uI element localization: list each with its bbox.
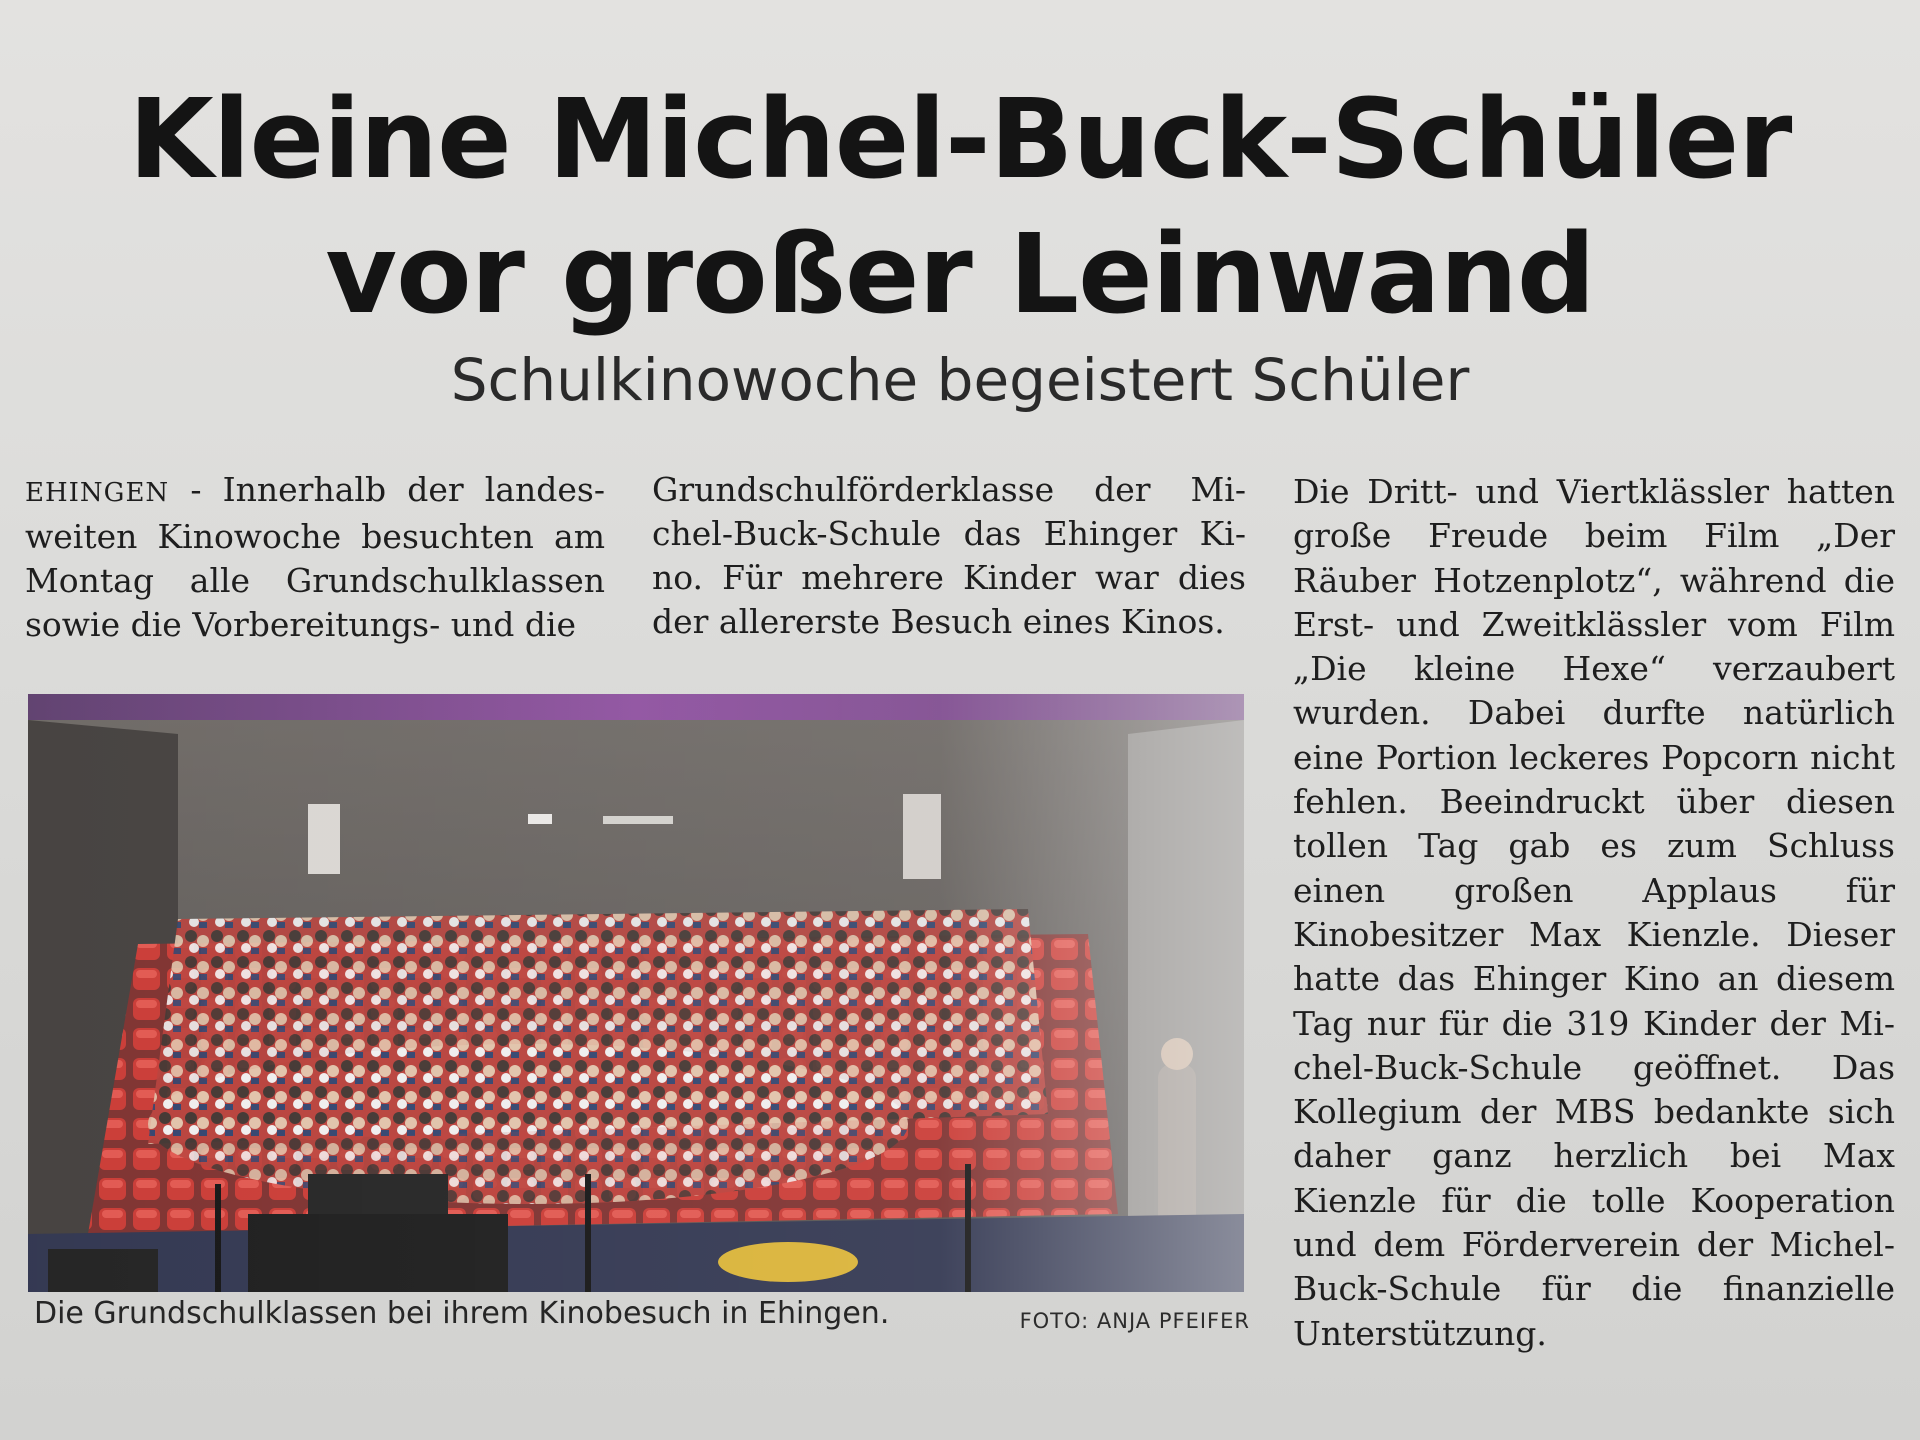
- article-column-1-text: - Innerhalb der landesweiten Kinowoche besuchten am Montag alle Grundschulklassen sowie die Vorbereitungs- und die: [25, 470, 605, 644]
- dateline: EHINGEN: [25, 478, 170, 508]
- subheadline: Schulkinowoche begeistert Schüler: [450, 346, 1470, 414]
- article-column-1: [25, 468, 605, 647]
- photo-illustration: [28, 694, 1244, 1292]
- photo-credit: FOTO: ANJA PFEIFER: [1019, 1309, 1250, 1333]
- article-column-2: Grundschulförderklasse der Michel-Buck-Schule das Ehinger Kino. Für mehrere Kinder war dies der allererste Besuch eines Kinos.: [652, 470, 1246, 641]
- headline: [0, 72, 1920, 342]
- headline-line-2: vor großer Leinwand: [325, 210, 1595, 338]
- photo-caption: Die Grundschulklassen bei ihrem Kinobesuch in Ehingen.: [34, 1296, 890, 1331]
- article-column-3: Die Dritt- und Viertklässler hatten große Freude beim Film „Der Räuber Hotzenplotz“, während die Erst- und Zweitklässler vom Film „Die kleine Hexe“ verzaubert wurden. Dabei durfte natürlich eine Portion leckeres Popcorn nicht fehlen. Beeindruckt über diesen tollen Tag gab es zum Schluss einen großen Applaus für Kinobesitzer Max Kienzle. Dieser hatte das Ehinger Kino an diesem Tag nur für die 319 Kinder der Michel-Buck-Schule geöffnet. Das Kollegium der MBS bedankte sich daher ganz herzlich bei Max Kienzle für die tolle Kooperation und dem Förderverein der Michel-Buck-Schule für die finanzielle Unterstützung.: [1293, 472, 1895, 1353]
- cinema-audience-photo: [28, 694, 1244, 1292]
- headline-line-1: Kleine Michel-Buck-Schüler: [128, 75, 1792, 203]
